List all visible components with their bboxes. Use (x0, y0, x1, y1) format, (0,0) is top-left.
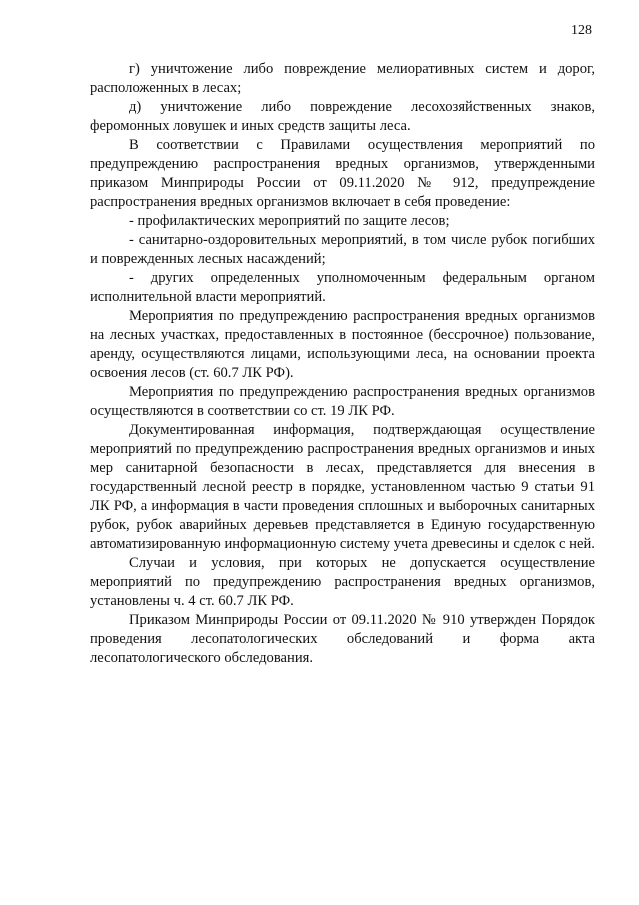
list-item: - других определенных уполномоченным федеральным органом исполнительной власти мероприятий. (90, 270, 595, 305)
list-item: - профилактических мероприятий по защите лесов; (129, 213, 450, 229)
paragraph: д) уничтожение либо повреждение лесохозяйственных знаков, феромонных ловушек и иных средств защиты леса. (90, 99, 595, 134)
page-number: 128 (571, 23, 592, 38)
document-body (90, 60, 595, 668)
paragraph: Приказом Минприроды России от 09.11.2020 № 910 утвержден Порядок проведения лесопатологических обследований и форма акта лесопатологического обследования. (90, 612, 595, 666)
paragraph: Мероприятия по предупреждению распространения вредных организмов осуществляются в соответствии со ст. 19 ЛК РФ. (90, 384, 595, 419)
paragraph: г) уничтожение либо повреждение мелиоративных систем и дорог, расположенных в лесах; (90, 61, 595, 96)
paragraph: В соответствии с Правилами осуществления мероприятий по предупреждению распространения вредных организмов, утвержденными приказом Минприроды России от 09.11.2020 № 912, предупреждение распространения вредных организмов включает в себя проведение: (90, 137, 595, 210)
paragraph: Документированная информация, подтверждающая осуществление мероприятий по предупреждению распространения вредных организмов и иных мер санитарной безопасности в лесах, представляется для внесения в государственный лесной реестр в порядке, установленном частью 9 статьи 91 ЛК РФ, а информация в части проведения сплошных и выборочных санитарных рубок, рубок аварийных деревьев представляется в Единую государственную автоматизированную информационную систему учета древесины и сделок с ней. (90, 422, 595, 552)
paragraph: Случаи и условия, при которых не допускается осуществление мероприятий по предупреждению распространения вредных организмов, установлены ч. 4 ст. 60.7 ЛК РФ. (90, 555, 595, 609)
list-item: - санитарно-оздоровительных мероприятий, в том числе рубок погибших и поврежденных лесных насаждений; (90, 232, 595, 267)
paragraph: Мероприятия по предупреждению распространения вредных организмов на лесных участках, предоставленных в постоянное (бессрочное) пользование, аренду, осуществляются лицами, использующими леса, на основании проекта освоения лесов (ст. 60.7 ЛК РФ). (90, 308, 595, 381)
